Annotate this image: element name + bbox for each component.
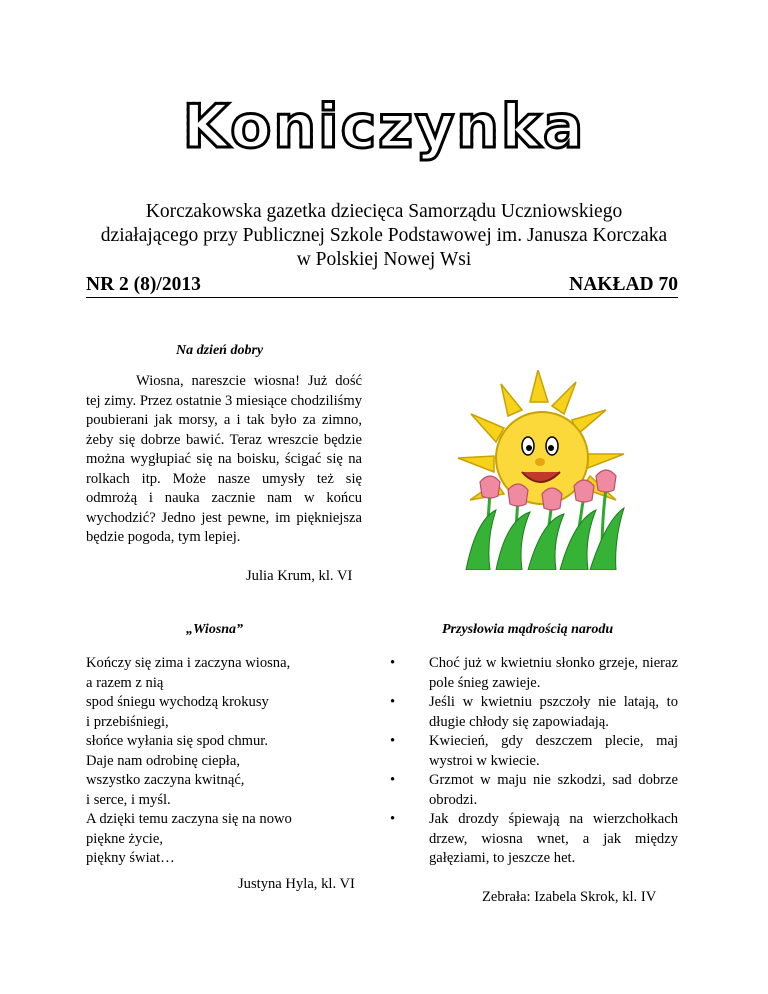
poem-line: Kończy się zima i zaczyna wiosna, bbox=[86, 655, 291, 671]
subtitle-line: Korczakowska gazetka dziecięca Samorządu Uczniowskiego bbox=[145, 201, 623, 222]
poem-line: i serce, i myśl. bbox=[86, 791, 171, 808]
poem-line: spod śniegu wychodzą krokusy bbox=[86, 694, 269, 710]
tulip-leaves bbox=[466, 508, 624, 570]
masthead-title: Koniczynka bbox=[182, 92, 586, 162]
subtitle-line: w Polskiej Nowej Wsi bbox=[296, 249, 472, 270]
bullet-icon: • bbox=[390, 772, 396, 788]
poem-line: piękny świat… bbox=[86, 850, 175, 866]
proverbs-list bbox=[390, 654, 678, 869]
proverbs-author: Zebrała: Izabela Skrok, kl. IV bbox=[482, 889, 657, 905]
list-item: • Choć już w kwietniu słonko grzeje, nieraz pole śnieg zawieje. bbox=[390, 655, 678, 691]
poem-line: piękne życie, bbox=[86, 830, 163, 847]
issue-row bbox=[86, 274, 678, 296]
poem-body bbox=[86, 654, 292, 869]
proverbs-title: Przysłowia mądrością narodu bbox=[442, 622, 614, 637]
poem-line: wszystko zaczyna kwitnąć, bbox=[86, 772, 245, 788]
bullet-icon: • bbox=[390, 655, 396, 671]
list-item: • Jak drozdy śpiewają na wierzchołkach drzew, wiosna wnet, a jak między gałęziami, to jeszcze het. bbox=[390, 811, 678, 866]
list-item: • Kwiecień, gdy deszczem plecie, maj wystroi w kwiecie. bbox=[390, 733, 678, 769]
poem-author: Justyna Hyla, kl. VI bbox=[238, 876, 355, 892]
newspaper-subtitle bbox=[60, 200, 708, 272]
header-divider bbox=[86, 297, 678, 298]
poem-line: słońce wyłania się spod chmur. bbox=[86, 733, 268, 749]
bullet-icon: • bbox=[390, 733, 396, 749]
poem-line: A dzięki temu zaczyna się na nowo bbox=[86, 811, 292, 827]
greeting-author: Julia Krum, kl. VI bbox=[246, 568, 353, 584]
poem-line: i przebiśniegi, bbox=[86, 713, 169, 730]
poem-title: „Wiosna” bbox=[186, 622, 244, 637]
greeting-title: Na dzień dobry bbox=[176, 343, 264, 358]
subtitle-line: działającego przy Publicznej Szkole Podstawowej im. Janusza Korczaka bbox=[100, 225, 668, 246]
list-item: • Grzmot w maju nie szkodzi, sad dobrze obrodzi. bbox=[390, 772, 678, 808]
list-item: • Jeśli w kwietniu pszczoły nie latają, to długie chłody się zapowiadają. bbox=[390, 694, 678, 730]
issue-number: NR 2 (8)/2013 bbox=[86, 274, 201, 295]
poem-line: Daje nam odrobinę ciepła, bbox=[86, 752, 240, 769]
bullet-icon: • bbox=[390, 694, 396, 710]
bullet-icon: • bbox=[390, 811, 396, 827]
poem-line: a razem z nią bbox=[86, 674, 164, 691]
print-run: NAKŁAD 70 bbox=[569, 274, 678, 295]
smiling-sun-tulips-illustration bbox=[456, 370, 626, 570]
greeting-paragraph: Wiosna, nareszcie wiosna! Już dość tej zimy. Przez ostatnie 3 miesiące chodziliśmy poubierani jak morsy, a i tak było za zimno, żeby się dobrze bawić. Teraz wreszcie będzie można wygłupiać się na boisku, ścigać się na rolkach itp. Może nasze umysły też się odmrożą i nauka zacznie nam w końcu wychodzić? Jedno jest pewne, im piękniejsza będzie pogoda, tym lepiej. bbox=[86, 373, 362, 545]
